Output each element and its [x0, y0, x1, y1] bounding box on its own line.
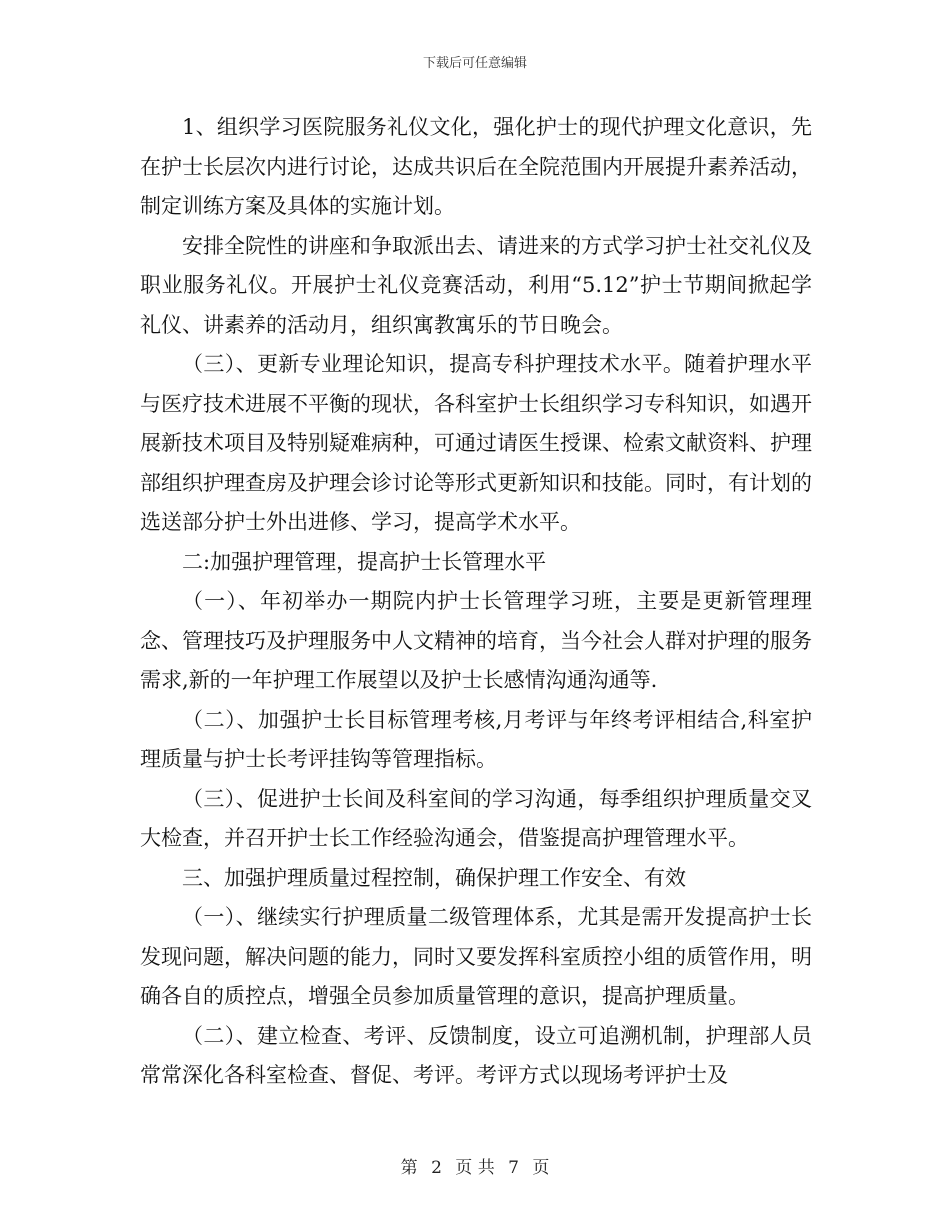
- section-heading-3: 三、加强护理质量过程控制，确保护理工作安全、有效: [182, 865, 686, 890]
- paragraph-6: （二）、加强护士长目标管理考核,月考评与年终考评相结合,科室护理质量与护士长考评挂钩等管理指标。: [140, 707, 812, 771]
- paragraph-2: 安排全院性的讲座和争取派出去、请进来的方式学习护士社交礼仪及职业服务礼仪。开展护士礼仪竞赛活动，利用“5.12”护士节期间掀起学礼仪、讲素养的活动月，组织寓教寓乐的节日晚会。: [140, 233, 812, 337]
- paragraph-3: （三）、更新专业理论知识，提高专科护理技术水平。随着护理水平与医疗技术进展不平衡的现状，各科室护士长组织学习专科知识，如遇开展新技术项目及特别疑难病种，可通过请医生授课、检索文献资料、护理部组织护理查房及护理会诊讨论等形式更新知识和技能。同时，有计划的选送部分护士外出进修、学习，提高学术水平。: [140, 352, 812, 534]
- paragraph-10: （二）、建立检查、考评、反馈制度，设立可追溯机制，护理部人员常常深化各科室检查、督促、考评。考评方式以现场考评护士及: [140, 1023, 812, 1087]
- footer-suffix: 页: [532, 1158, 550, 1178]
- page-footer: [0, 1153, 950, 1178]
- document-body: [140, 108, 812, 1096]
- paragraph-1: 1、组织学习医院服务礼仪文化，强化护士的现代护理文化意识，先在护士长层次内进行讨论，达成共识后在全院范围内开展提升素养活动，制定训练方案及具体的实施计划。: [140, 115, 812, 218]
- page-total: 7: [508, 1158, 519, 1178]
- section-heading-2: 二:加强护理管理，提高护士长管理水平: [182, 549, 547, 574]
- paragraph-9: （一）、继续实行护理质量二级管理体系，尤其是需开发提高护士长发现问题，解决问题的能力，同时又要发挥科室质控小组的质管作用，明确各自的质控点，增强全员参加质量管理的意识，提高护理质量。: [140, 905, 812, 1008]
- paragraph-5: （一）、年初举办一期院内护士长管理学习班，主要是更新管理理念、管理技巧及护理服务中人文精神的培育，当今社会人群对护理的服务需求,新的一年护理工作展望以及护士长感情沟通沟通等.: [140, 589, 812, 692]
- page-header: 下载后可任意编辑: [422, 56, 527, 71]
- footer-prefix: 第: [400, 1158, 418, 1178]
- footer-middle: 页 共: [455, 1158, 495, 1178]
- paragraph-7: （三）、促进护士长间及科室间的学习沟通，每季组织护理质量交叉大检查，并召开护士长工作经验沟通会，借鉴提高护理管理水平。: [140, 786, 812, 850]
- page-number: 2: [431, 1158, 442, 1178]
